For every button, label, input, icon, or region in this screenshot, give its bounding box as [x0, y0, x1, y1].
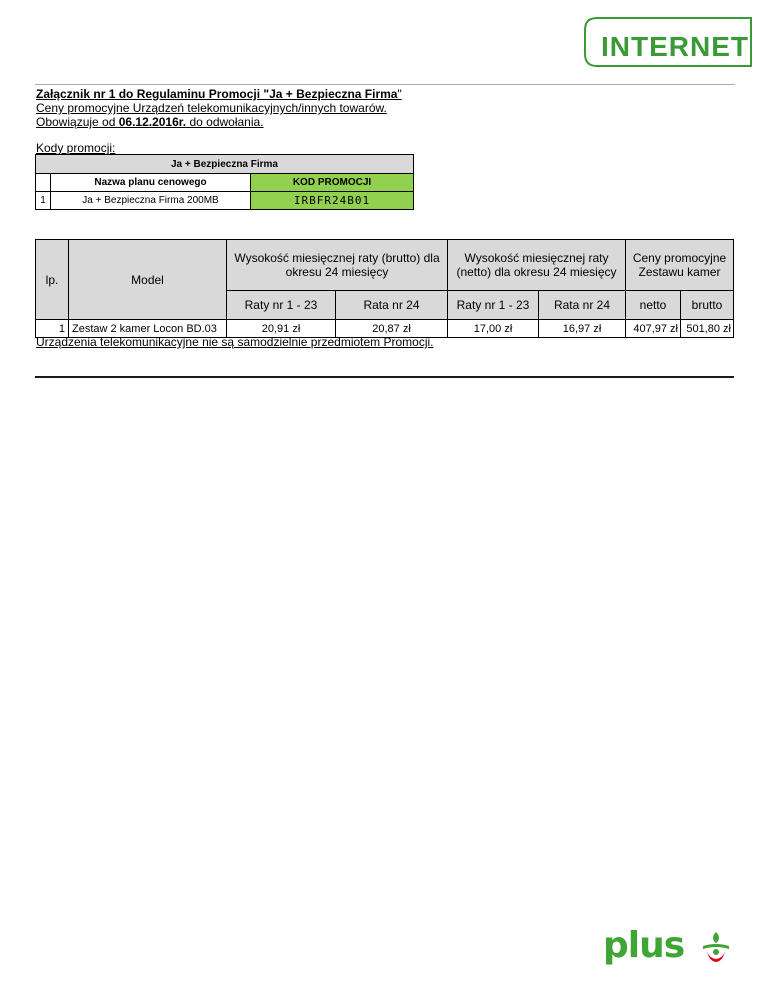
col-plan-header: Nazwa planu cenowego [51, 174, 251, 192]
col-lp-header: lp. [36, 240, 69, 320]
document-title [36, 87, 402, 101]
sub-price-brutto: brutto [681, 291, 734, 320]
top-divider [35, 84, 735, 85]
plus-logo [603, 926, 743, 972]
footnote: Urządzenia telekomunikacyjne nie są samodzielnie przedmiotem Promocji. [36, 335, 434, 349]
internet-badge-text: INTERNET [601, 31, 749, 62]
row-number: 1 [36, 192, 51, 210]
plan-name: Ja + Bezpieczna Firma 200MB [51, 192, 251, 210]
group-brutto-header: Wysokość miesięcznej raty (brutto) dla okresu 24 miesięcy [227, 240, 448, 291]
sub-price-netto: netto [626, 291, 681, 320]
document-subtitle: Ceny promocyjne Urządzeń telekomunikacyjnych/innych towarów. [36, 101, 387, 115]
promo-code-table [35, 154, 414, 210]
header-empty-cell [36, 174, 51, 192]
validity-suffix: do odwołania. [186, 115, 264, 129]
promo-table-title: Ja + Bezpieczna Firma [36, 155, 414, 174]
price-brutto-value: 501,80 zł [681, 320, 734, 338]
table-row [36, 192, 414, 210]
title-suffix: " [397, 87, 402, 101]
brutto-rata24-value: 20,87 zł [336, 320, 448, 338]
brutto-raty-value: 20,91 zł [227, 320, 336, 338]
model-name: Zestaw 2 kamer Locon BD.03 [69, 320, 227, 338]
plus-logo-text: plus [603, 925, 685, 966]
sub-brutto-raty: Raty nr 1 - 23 [227, 291, 336, 320]
sub-netto-raty: Raty nr 1 - 23 [448, 291, 539, 320]
internet-badge [583, 16, 753, 68]
validity-line [36, 115, 264, 129]
validity-prefix: Obowiązuje od [36, 115, 119, 129]
col-model-header: Model [69, 240, 227, 320]
promo-codes-label: Kody promocji: [36, 141, 116, 155]
sub-brutto-rata24: Rata nr 24 [336, 291, 448, 320]
promo-code: IRBFR24B01 [251, 192, 414, 210]
title-middle: do Regulaminu Promocji "Ja + Bezpieczna Firma [115, 87, 398, 101]
col-code-header: KOD PROMOCJI [251, 174, 414, 192]
bottom-divider [35, 376, 734, 378]
title-prefix: Załącznik nr 1 [36, 87, 116, 101]
price-table [35, 239, 734, 338]
row-number: 1 [36, 320, 69, 338]
validity-date: 06.12.2016r. [118, 115, 187, 129]
group-netto-header: Wysokość miesięcznej raty (netto) dla okresu 24 miesięcy [448, 240, 626, 291]
price-netto-value: 407,97 zł [626, 320, 681, 338]
sub-netto-rata24: Rata nr 24 [539, 291, 626, 320]
netto-rata24-value: 16,97 zł [539, 320, 626, 338]
group-promo-header: Ceny promocyjne Zestawu kamer [626, 240, 734, 291]
netto-raty-value: 17,00 zł [448, 320, 539, 338]
plus-logo-mark-icon [699, 930, 733, 964]
